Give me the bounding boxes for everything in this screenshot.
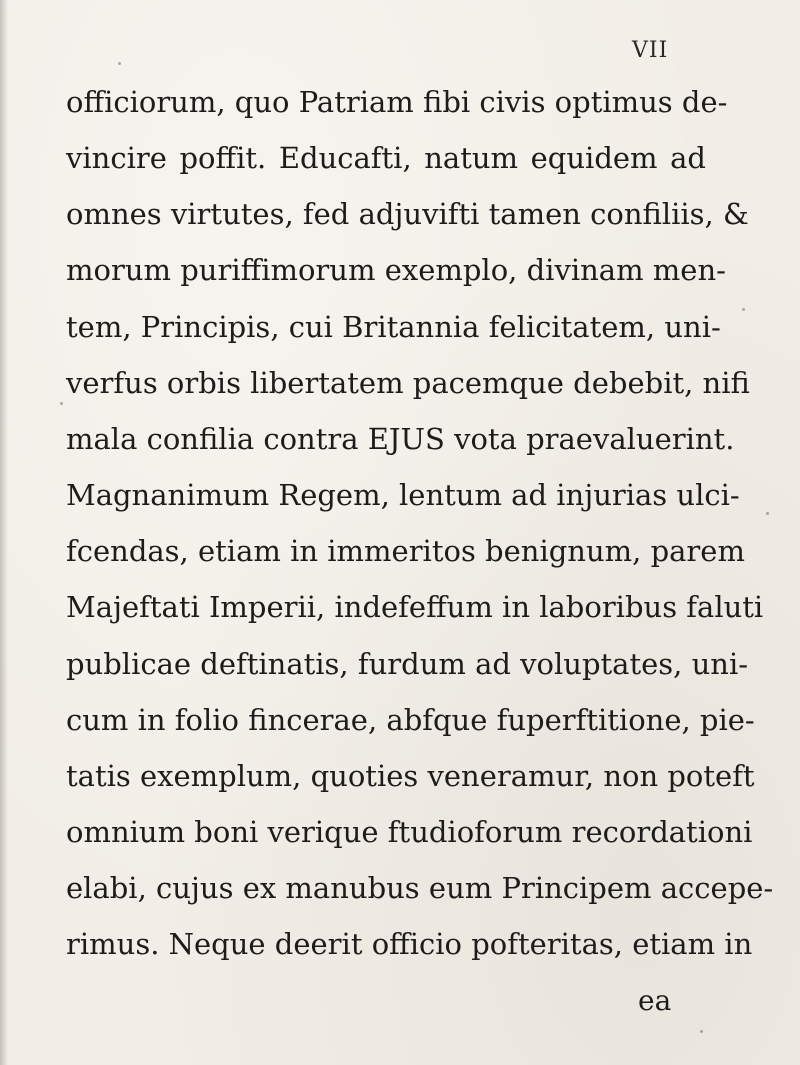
text-line: rimus. Neque deerit officio pofteritas, etiam in (66, 927, 753, 961)
text-line: vincire poffit. Educafti, natum equidem ad (66, 141, 706, 175)
text-line: omnium boni verique ftudioforum recordationi (66, 815, 753, 849)
text-line: tem, Principis, cui Britannia felicitatem, uni- (66, 310, 721, 344)
catchword: ea (638, 984, 672, 1017)
text-line: publicae deftinatis, furdum ad voluptates, uni- (66, 647, 749, 681)
text-line: officiorum, quo Patriam fibi civis optimus de- (66, 85, 728, 119)
text-line: fcendas, etiam in immeritos benignum, parem (66, 534, 745, 568)
paper-speck (118, 62, 121, 65)
text-line: cum in folio fincerae, abfque fuperftitione, pie- (66, 703, 755, 737)
paper-speck (700, 1030, 703, 1033)
paper-speck (742, 308, 745, 311)
text-line: verfus orbis libertatem pacemque debebit, nifi (66, 366, 750, 400)
text-line: Magnanimum Regem, lentum ad injurias ulci- (66, 478, 740, 512)
text-line: tatis exemplum, quoties veneramur, non poteft (66, 759, 755, 793)
text-line: elabi, cujus ex manubus eum Principem accepe- (66, 871, 774, 905)
page-signature: VII (632, 38, 669, 63)
paper-speck (766, 512, 769, 515)
text-line: mala confilia contra EJUS vota praevaluerint. (66, 422, 735, 456)
paper-speck (60, 402, 63, 405)
text-line: omnes virtutes, fed adjuvifti tamen confiliis, & (66, 197, 749, 231)
text-line: morum puriffimorum exemplo, divinam men- (66, 253, 726, 287)
text-line: Majeftati Imperii, indefeffum in laboribus faluti (66, 590, 764, 624)
